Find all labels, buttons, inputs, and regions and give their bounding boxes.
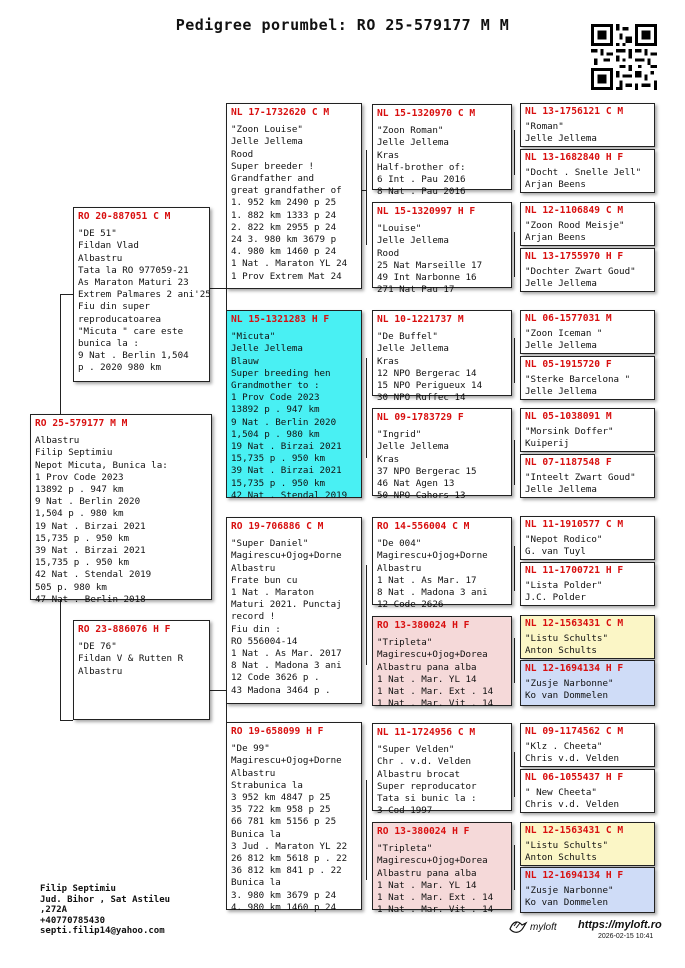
owner-address: ,272A [40, 905, 68, 916]
breeder-name: G. van Tuyl [525, 546, 586, 558]
ancestor-card-g4[interactable] [520, 248, 655, 292]
owner-info [40, 884, 170, 937]
ancestor-card-g1[interactable] [520, 103, 655, 147]
breeder-name: Arjan Beens [525, 232, 586, 244]
sire-card[interactable] [73, 207, 210, 382]
ring-number: NL 15-1320970 C M [377, 108, 476, 119]
card-details: "Zoon Louise" Jelle Jellema Rood Super breeder ! Grandfather and great grandfather of 1. 952 km 2490 p 25 1. 882 km 1333 p 24 2. 822 km 2955 p 24 24 3. 980 km 3679 p 4. 980 km 1460 p 24 1 Nat . Maraton YL 24 1 Prov Extrem Mat 24 [231, 124, 348, 282]
connector-line [514, 130, 515, 175]
connector-line [366, 358, 367, 458]
ancestor-card-g11[interactable] [520, 615, 655, 659]
page-title: Pedigree porumbel: RO 25-579177 M M [175, 16, 510, 34]
ring-number: NL 06-1577031 M [525, 313, 612, 324]
ancestor-card-ddd[interactable] [372, 822, 512, 916]
connector-line [60, 294, 73, 295]
ring-number: NL 05-1915720 F [525, 359, 612, 370]
ring-number: RO 25-579177 M M [35, 418, 128, 429]
pigeon-name: "Zoon Iceman " [525, 328, 603, 340]
ancestor-card-g12[interactable] [520, 660, 655, 706]
owner-email[interactable]: septi.filip14@yahoo.com [40, 926, 165, 937]
pigeon-name: "Morsink Doffer" [525, 426, 614, 438]
ancestor-card-g13[interactable] [520, 723, 655, 767]
pigeon-name: "Listu Schults" [525, 840, 608, 852]
connector-line [366, 780, 367, 880]
pigeon-name: "Zoon Rood Meisje" [525, 220, 625, 232]
breeder-name: Jelle Jellema [525, 484, 597, 496]
connector-line [60, 720, 73, 721]
ring-number: NL 12-1106849 C M [525, 205, 624, 216]
grandsire-paternal-card[interactable] [226, 103, 362, 289]
card-details: "Super Velden" Chr . v.d. Velden Albastru brocat Super reproducator Tata si bunic la : 3 Cod 1997 [377, 744, 477, 817]
card-details: "Super Daniel" Magirescu+Ojog+Dorne Albastru Frate bun cu 1 Nat . Maraton Maturi 2021. Punctaj record ! Fiu din : RO 556004-14 1 Nat . As Mar. 2017 8 Nat . Madona 3 ani 12 Code 3626 p . 43 Madona 3464 p . [231, 538, 342, 696]
card-details: Albastru Filip Septimiu Nepot Micuta, Bunica la: 1 Prov Code 2023 13892 p . 947 km 9 Nat . Berlin 2020 1,504 p . 980 km 19 Nat . Birzai 2021 15,735 p . 950 km 39 Nat . Birzai 2021 15,735 p . 950 km 42 Nat . Stendal 2019 505 p. 980 km 47 Nat . Berlin 2018 [35, 435, 168, 605]
pigeon-name: "Listu Schults" [525, 633, 608, 645]
ancestor-card-dds[interactable] [372, 723, 512, 817]
ancestor-card-g8[interactable] [520, 454, 655, 498]
dam-card[interactable] [73, 620, 210, 720]
connector-line [514, 338, 515, 383]
svg-text:myloft: myloft [530, 922, 557, 933]
connector-line [514, 845, 515, 890]
ring-number: NL 15-1321283 H F [231, 314, 330, 325]
breeder-name: Anton Schults [525, 852, 597, 864]
ring-number: NL 13-1755970 H F [525, 251, 624, 262]
connector-line [514, 752, 515, 797]
ancestor-card-g15[interactable] [520, 822, 655, 866]
connector-line [362, 190, 366, 191]
pigeon-name: "Zusje Narbonne" [525, 885, 614, 897]
ancestor-card-sss[interactable] [372, 104, 512, 198]
pigeon-name: "Nepot Rodico" [525, 534, 603, 546]
connector-line [514, 440, 515, 485]
ring-number: NL 11-1700721 H F [525, 565, 624, 576]
connector-line [210, 690, 226, 691]
ring-number: NL 05-1038091 M [525, 411, 612, 422]
timestamp: 2026-02-15 10:41 [598, 933, 654, 940]
ring-number: NL 12-1694134 H F [525, 663, 624, 674]
ring-number: RO 19-706886 C M [231, 521, 324, 532]
ring-number: NL 10-1221737 M [377, 314, 464, 325]
ring-number: NL 12-1563431 C M [525, 618, 624, 629]
pigeon-logo-icon [508, 917, 570, 937]
pigeon-name: "Dochter Zwart Goud" [525, 266, 636, 278]
connector-line [514, 232, 515, 277]
breeder-name: Anton Schults [525, 645, 597, 657]
ancestor-card-g16[interactable] [520, 867, 655, 913]
pigeon-name: "Lista Polder" [525, 580, 603, 592]
ring-number: RO 23-886076 H F [78, 624, 171, 635]
breeder-name: Jelle Jellema [525, 386, 597, 398]
qr-code-icon [591, 24, 657, 90]
ancestor-card-sds[interactable] [372, 310, 512, 404]
breeder-name: Ko van Dommelen [525, 897, 608, 909]
card-details: "Tripleta" Magirescu+Ojog+Dorea Albastru pana alba 1 Nat . Mar. YL 14 1 Nat . Mar. Ext . 14 1 Nat . Mar. Vit . 14 [377, 637, 494, 710]
ring-number: RO 20-887051 C M [78, 211, 171, 222]
ring-number: NL 09-1783729 F [377, 412, 464, 423]
ancestor-card-g7[interactable] [520, 408, 655, 452]
pigeon-name: "Zusje Narbonne" [525, 678, 614, 690]
breeder-name: Chris v.d. Velden [525, 753, 620, 765]
card-details: "De Buffel" Jelle Jellema Kras 12 NPO Bergerac 14 15 NPO Perigueux 14 30 NPO Ruffec 14 [377, 331, 483, 404]
card-details: "De 99" Magirescu+Ojog+Dorne Albastru Strabunica la 3 952 km 4847 p 25 35 722 km 958 p 25 66 781 km 5156 p 25 Bunica la 3 Jud . Maraton YL 22 26 812 km 5618 p . 22 36 812 km 841 p . 22 Bunica la 3. 980 km 3679 p 24 4. 980 km 1460 p 24 [231, 743, 348, 913]
pigeon-name: "Roman" [525, 121, 564, 133]
ring-number: RO 13-380024 H F [377, 826, 470, 837]
card-details: "Micuta" Jelle Jellema Blauw Super breeding hen Grandmother to : 1 Prov Code 2023 13892 p . 947 km 9 Nat . Berlin 2020 1,504 p . 980 km 19 Nat . Birzai 2021 15,735 p . 950 km 39 Nat . Birzai 2021 15,735 p . 950 km 42 Nat . Stendal 2019 [231, 331, 348, 501]
card-details: "Ingrid" Jelle Jellema Kras 37 NPO Bergerac 15 46 Nat Agen 13 50 NPO Cahors 13 [377, 429, 477, 502]
breeder-name: Chris v.d. Velden [525, 799, 620, 811]
ancestor-card-g2[interactable] [520, 149, 655, 193]
ring-number: RO 13-380024 H F [377, 620, 470, 631]
owner-phone: +40770785430 [40, 915, 106, 926]
ancestor-card-sdd[interactable] [372, 408, 512, 502]
ring-number: NL 12-1563431 C M [525, 825, 624, 836]
pigeon-name: "Klz . Cheeta" [525, 741, 603, 753]
owner-address: Jud. Bihor , Sat Astileu [40, 894, 171, 905]
card-details: "DE 76" Fildan V & Rutten R Albastru [78, 641, 184, 677]
pigeon-name: " New Cheeta" [525, 787, 597, 799]
connector-line [514, 638, 515, 683]
ancestor-card-g14[interactable] [520, 769, 655, 813]
ancestor-card-dss[interactable] [372, 517, 512, 611]
ancestor-card-ssd[interactable] [372, 202, 512, 296]
connector-line [366, 565, 367, 665]
breeder-name: Kuiperij [525, 438, 570, 450]
card-details: "Louise" Jelle Jellema Rood 25 Nat Marseille 17 49 Int Narbonne 16 271 Nat Pau 17 [377, 223, 483, 296]
card-details: "DE 51" Fildan Vlad Albastru Tata la RO 977059-21 As Maraton Maturi 23 Extrem Palmares 2 ani'25 Fiu din super reproducatoarea "Micuta " care este bunica la : 9 Nat . Berlin 1,504 p . 2020 980 km [78, 228, 211, 374]
ring-number: NL 17-1732620 C M [231, 107, 330, 118]
pigeon-name: "Docht . Snelle Jell" [525, 167, 642, 179]
owner-name: Filip Septimiu [40, 884, 116, 894]
breeder-name: Jelle Jellema [525, 340, 597, 352]
ancestor-card-g5[interactable] [520, 310, 655, 354]
ring-number: RO 14-556004 C M [377, 521, 470, 532]
card-details: "Zoon Roman" Jelle Jellema Kras Half-brother of: 6 Int . Pau 2016 8 Nat . Pau 2016 [377, 125, 466, 198]
pigeon-name: "Sterke Barcelona " [525, 374, 631, 386]
ancestor-card-dsd[interactable] [372, 616, 512, 710]
granddam-maternal-card[interactable] [226, 722, 362, 913]
breeder-name: Ko van Dommelen [525, 690, 608, 702]
granddam-paternal-card[interactable] [226, 310, 362, 501]
connector-line [210, 288, 226, 289]
ring-number: NL 13-1756121 C M [525, 106, 624, 117]
ring-number: NL 06-1055437 H F [525, 772, 624, 783]
grandsire-maternal-card[interactable] [226, 517, 362, 704]
ring-number: RO 19-658099 H F [231, 726, 324, 737]
ring-number: NL 12-1694134 H F [525, 870, 624, 881]
connector-line [366, 150, 367, 245]
pigeon-name: "Inteelt Zwart Goud" [525, 472, 636, 484]
subject-card[interactable] [30, 414, 212, 605]
card-details: "Tripleta" Magirescu+Ojog+Dorea Albastru pana alba 1 Nat . Mar. YL 14 1 Nat . Mar. Ext . 14 1 Nat . Mar. Vit . 14 [377, 843, 494, 916]
ancestor-card-g3[interactable] [520, 202, 655, 246]
breeder-name: Arjan Beens [525, 179, 586, 191]
breeder-name: J.C. Polder [525, 592, 586, 604]
ring-number: NL 13-1682840 H F [525, 152, 624, 163]
myloft-logo [508, 917, 570, 941]
breeder-name: Jelle Jellema [525, 133, 597, 145]
ring-number: NL 07-1187548 F [525, 457, 612, 468]
card-details: "De 004" Magirescu+Ojog+Dorne Albastru 1 Nat . As Mar. 17 8 Nat . Madona 3 ani 12 Code 2626 [377, 538, 488, 611]
ancestor-card-g6[interactable] [520, 356, 655, 400]
ring-number: NL 09-1174562 C M [525, 726, 624, 737]
ancestor-card-g10[interactable] [520, 562, 655, 606]
connector-line [514, 546, 515, 591]
ring-number: NL 11-1910577 C M [525, 519, 624, 530]
ancestor-card-g9[interactable] [520, 516, 655, 560]
ring-number: NL 11-1724956 C M [377, 727, 476, 738]
site-link[interactable]: https://myloft.ro [578, 919, 662, 931]
ring-number: NL 15-1320997 H F [377, 206, 476, 217]
breeder-name: Jelle Jellema [525, 278, 597, 290]
